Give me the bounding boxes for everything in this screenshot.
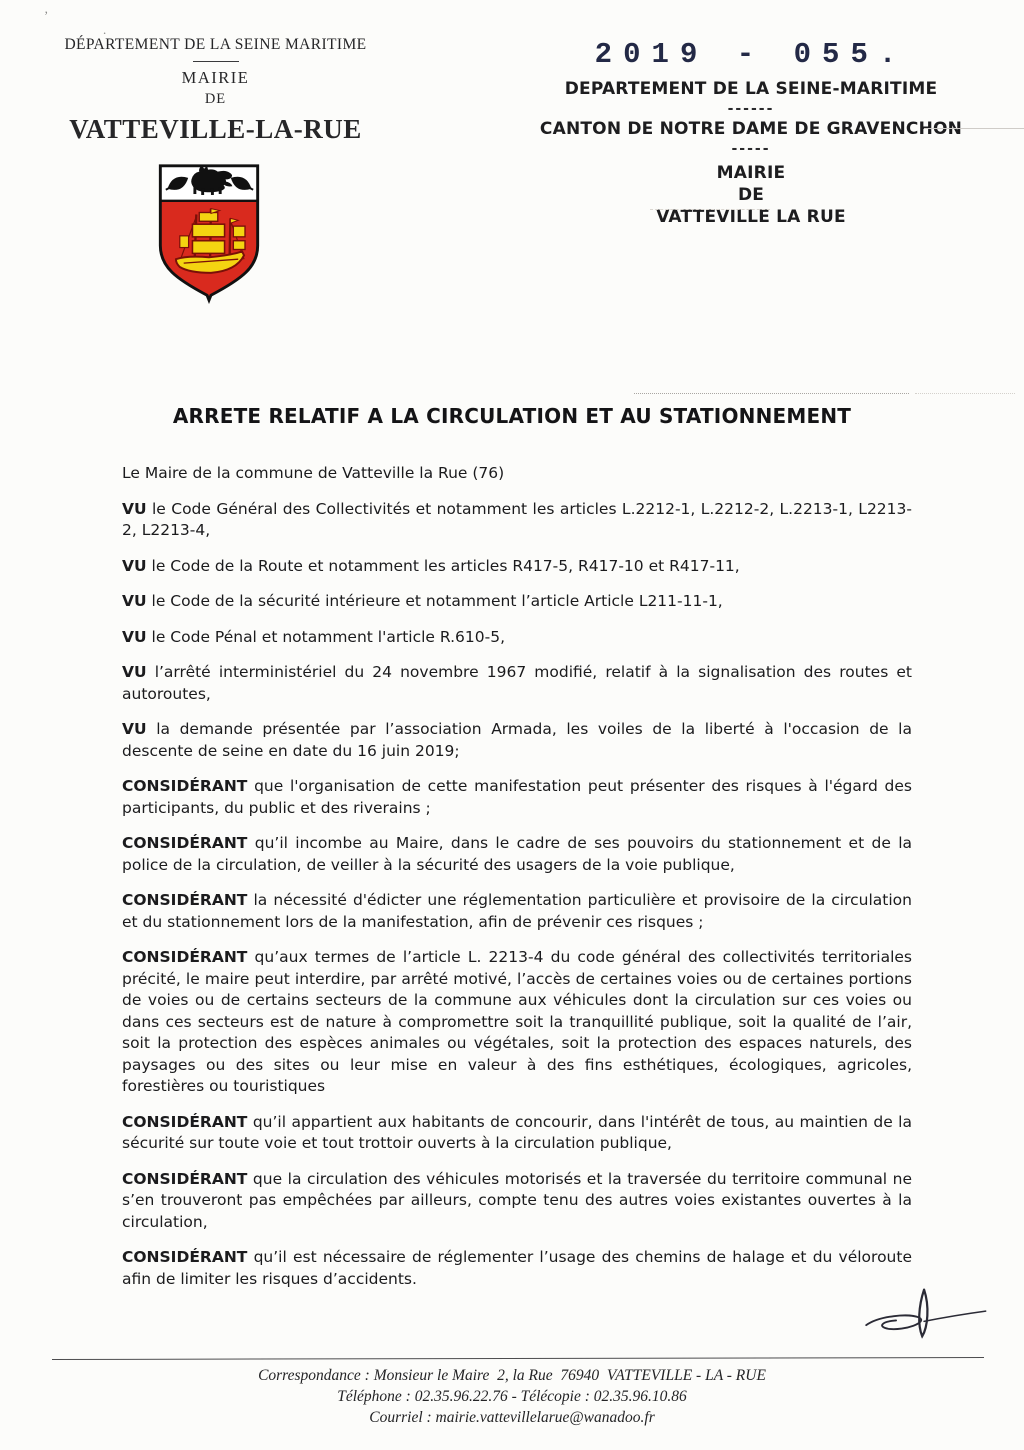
- scan-line-artifact: [634, 393, 909, 394]
- paragraph-text: la demande présentée par l’association Armada, les voiles de la liberté à l'occasion de la descente de seine en date du 16 juin 2019;: [122, 720, 912, 760]
- header-divider: [193, 61, 239, 62]
- considerant-paragraph: [122, 833, 912, 876]
- de-label-right: DE: [737, 185, 765, 205]
- paragraph-lead: CONSIDÉRANT: [122, 891, 248, 909]
- document-body: [122, 463, 912, 1304]
- header-left: [58, 36, 373, 145]
- paragraph-lead: CONSIDÉRANT: [122, 777, 248, 795]
- considerant-paragraph: [122, 890, 912, 933]
- department-name-right: DEPARTEMENT DE LA SEINE-MARITIME: [564, 79, 938, 99]
- vu-paragraph: [122, 719, 912, 762]
- paragraph-lead: CONSIDÉRANT: [122, 948, 248, 966]
- paragraph-lead: CONSIDÉRANT: [122, 1248, 248, 1266]
- paragraph-lead: CONSIDÉRANT: [122, 1112, 248, 1131]
- footer-phone: Téléphone : 02.35.96.22.76 - Télécopie : 02.35.96.10.86: [337, 1388, 687, 1405]
- paragraph-text: qu’aux termes de l’article L. 2213-4 du code général des collectivités territoriales précité, le maire peut interdire, par arrêté motivé, l’accès de certaines voies ou de certaines portions de voies ou de certains secteurs de la commune aux véhicules dont la circulation sur ces voies ou dans ces secteurs est de nature à compromettre soit la tranquillité publique, soit la qualité de l’air, soit la protection des espèces animales ou végétales, soit la protection des espaces naturels, des paysages ou des sites ou leur mise en valeur à des fins esthétiques, écologiques, agricoles, forestières ou touristiques: [122, 948, 913, 1095]
- vu-paragraph: [122, 662, 912, 705]
- paragraph-lead: VU: [122, 592, 147, 610]
- paragraph-text: la nécessité d'édicter une réglementation particulière et provisoire de la circulation et du stationnement lors de la manifestation, afin de prévenir ces risques ;: [122, 891, 912, 931]
- paragraph-text: le Code Pénal et notamment l'article R.610-5,: [151, 627, 506, 646]
- separator-dashes: ------: [727, 101, 775, 117]
- paragraph-lead: CONSIDÉRANT: [122, 834, 248, 852]
- department-name-left: DÉPARTEMENT DE LA SEINE MARITIME: [64, 36, 367, 53]
- considerant-paragraph: [122, 947, 912, 1098]
- paragraph-text: qu’il appartient aux habitants de concourir, dans l'intérêt de tous, au maintien de la sécurité sur toute voie et tout trottoir ouverts à la circulation publique,: [122, 1112, 912, 1152]
- decree-number-stamp: 2019 - 055.: [594, 38, 908, 71]
- de-label-left: DE: [204, 91, 227, 107]
- footer-correspondence: Correspondance : Monsieur le Maire 2, la Rue 76940 VATTEVILLE - LA - RUE: [258, 1367, 766, 1384]
- paragraph-lead: VU: [122, 720, 147, 738]
- footer-divider: [52, 1357, 984, 1360]
- paragraph-text: le Code de la sécurité intérieure et notamment l’article Article L211-11-1,: [151, 592, 723, 610]
- commune-name-left: VATTEVILLE-LA-RUE: [69, 114, 362, 144]
- coat-of-arms-icon: [150, 158, 268, 304]
- commune-name-right: VATTEVILLE LA RUE: [656, 207, 846, 227]
- coat-of-arms: [150, 158, 268, 308]
- vu-paragraph: [122, 627, 912, 649]
- mairie-label-left: MAIRIE: [181, 68, 250, 87]
- considerant-paragraph: [122, 1169, 912, 1234]
- paragraph-text: Le Maire de la commune de Vatteville la Rue (76): [122, 464, 505, 482]
- paragraph-lead: VU: [122, 556, 147, 575]
- considerant-paragraph: [122, 776, 912, 819]
- scan-speck: .: [103, 22, 107, 37]
- scan-speck: ’: [44, 8, 49, 23]
- paragraph-text: le Code Général des Collectivités et notamment les articles L.2212-1, L.2212-2, L.2213-1, L2213-2, L2213-4,: [122, 499, 912, 539]
- paragraph-text: le Code de la Route et notamment les articles R417-5, R417-10 et R417-11,: [151, 556, 740, 575]
- paragraph-text: l’arrêté interministériel du 24 novembre 1967 modifié, relatif à la signalisation des routes et autoroutes,: [122, 663, 912, 703]
- paragraph-text: que l'organisation de cette manifestation peut présenter des risques à l'égard des participants, du public et des riverains ;: [122, 777, 912, 817]
- paragraph-lead: VU: [122, 499, 147, 518]
- separator-dashes: -----: [731, 141, 771, 157]
- paragraph-text: que la circulation des véhicules motorisés et la traversée du territoire communal ne s’en trouveront pas empêchées par ailleurs, compte tenu des autres voies existantes ouvertes à la circulation,: [122, 1169, 912, 1231]
- paragraph-lead: CONSIDÉRANT: [122, 1169, 248, 1188]
- paragraph-lead: VU: [122, 627, 147, 646]
- footer-email: Courriel : mairie.vattevillelarue@wanadoo.fr: [369, 1409, 655, 1426]
- paragraph-text: qu’il est nécessaire de réglementer l’usage des chemins de halage et du véloroute afin de limiter les risques d’accidents.: [122, 1248, 912, 1288]
- considerant-paragraph: [122, 1112, 912, 1155]
- vu-paragraph: [122, 591, 912, 613]
- paragraph-lead: VU: [122, 663, 147, 681]
- vu-paragraph: [122, 556, 912, 578]
- considerant-paragraph: [122, 1247, 912, 1290]
- canton-name: CANTON DE NOTRE DAME DE GRAVENCHON: [539, 119, 963, 139]
- intro-paragraph: [122, 463, 912, 485]
- scan-line-artifact: [915, 393, 1015, 394]
- signature-paraph: [855, 1282, 995, 1348]
- signature-icon: [855, 1282, 995, 1344]
- vu-paragraph: [122, 499, 912, 542]
- footer: [0, 1364, 1024, 1430]
- paragraph-text: qu’il incombe au Maire, dans le cadre de ses pouvoirs du stationnement et de la police de la circulation, de veiller à la sécurité des usagers de la voie publique,: [122, 834, 912, 874]
- document-title: ARRETE RELATIF A LA CIRCULATION ET AU STATIONNEMENT: [172, 404, 852, 428]
- mairie-label-right: MAIRIE: [716, 163, 786, 183]
- header-right: [520, 38, 982, 227]
